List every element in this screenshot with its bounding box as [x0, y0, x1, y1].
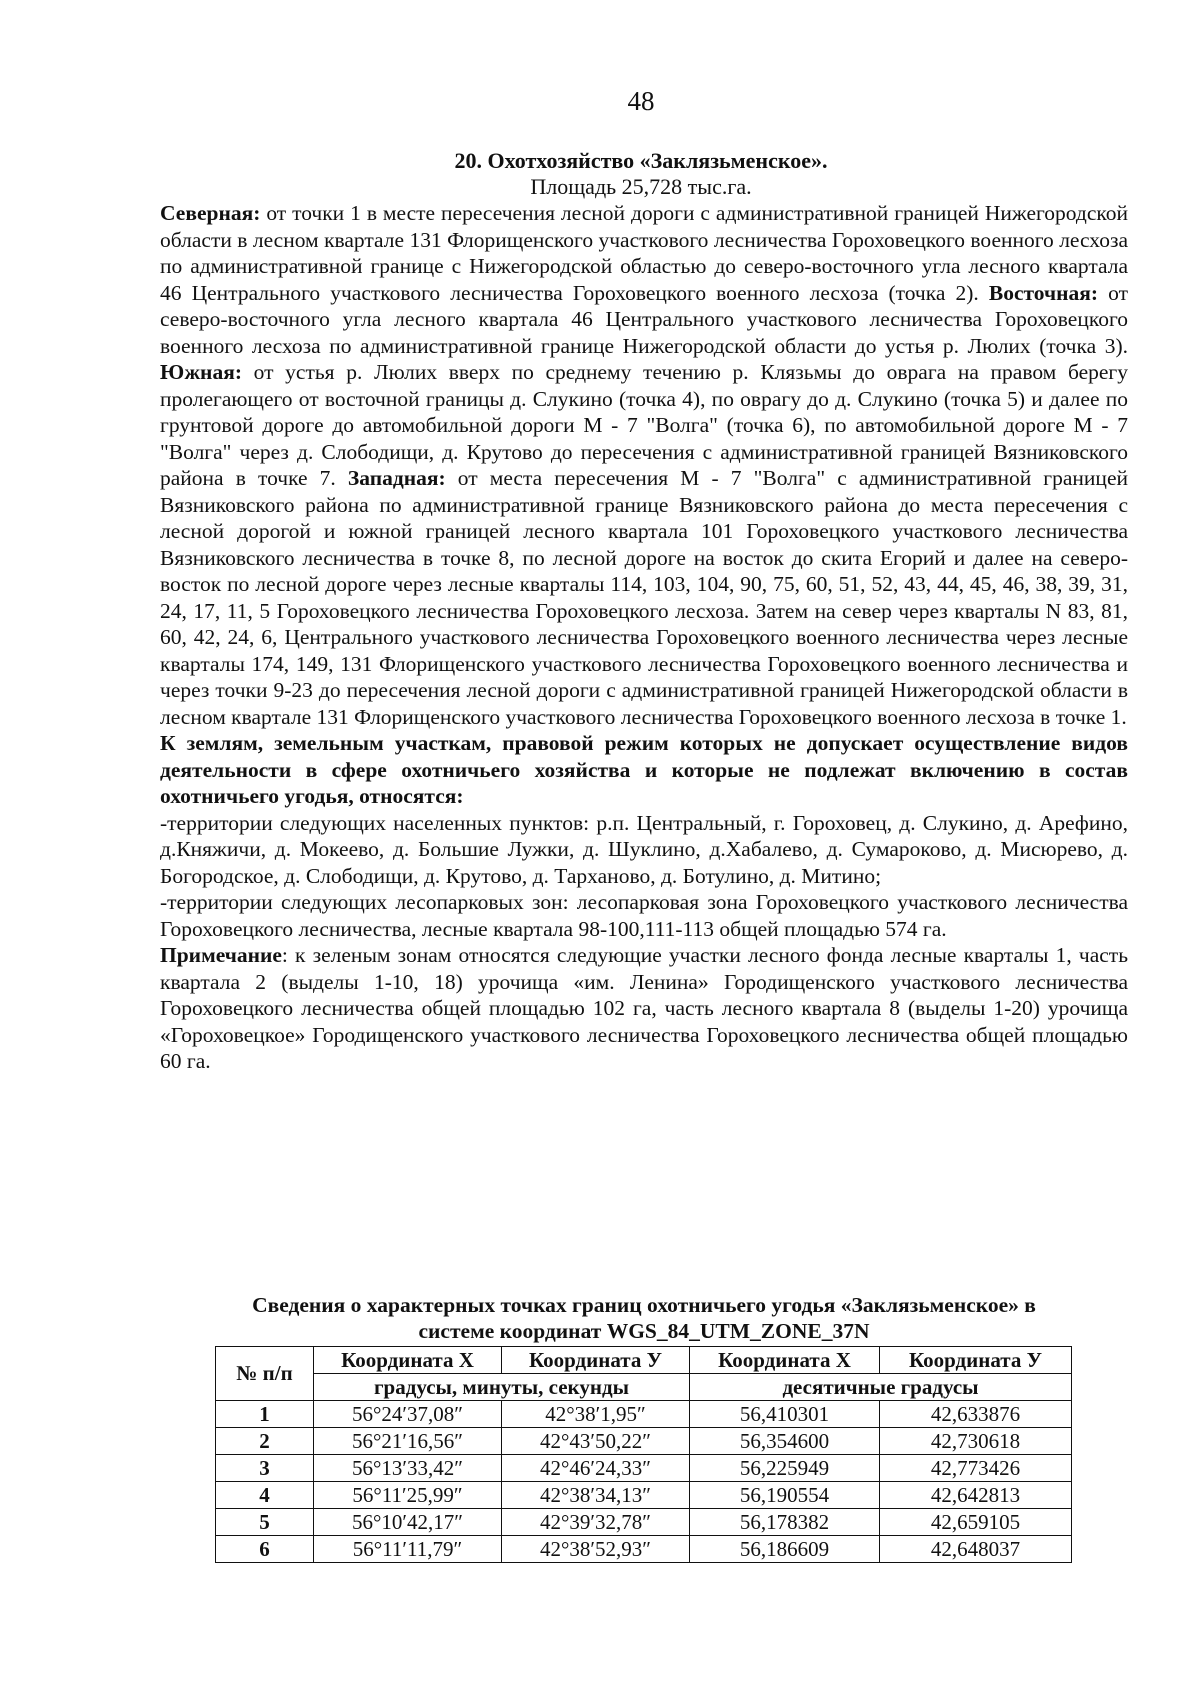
x-dms-cell: 56°13′33,42″: [314, 1455, 502, 1482]
unit-dms: градусы, минуты, секунды: [314, 1374, 690, 1401]
table-title-line2: системе координат WGS_84_UTM_ZONE_37N: [418, 1319, 870, 1343]
y-dms-cell: 42°43′50,22″: [502, 1428, 690, 1455]
y-dms-cell: 42°46′24,33″: [502, 1455, 690, 1482]
south-label: Южная:: [160, 360, 242, 384]
x-dms-cell: 56°24′37,08″: [314, 1401, 502, 1428]
x-dms-cell: 56°11′25,99″: [314, 1482, 502, 1509]
y-dec-cell: 42,633876: [880, 1401, 1072, 1428]
exclusion-settlements: -территории следующих населенных пунктов: р.п. Центральный, г. Гороховец, д. Слукино, д. Арефино, д.Княжичи, д. Мокеево, д. Большие Лужки, д. Шуклино, д.Хабалево, д. Сумароково, д. Мисюрево, д. Богородское, д. Слободищи, д. Крутово, д. Тарханово, д. Ботулино, д. Митино;: [160, 810, 1128, 888]
table-row: [216, 1536, 1072, 1563]
east-text: от северо-восточного угла лесного квартала 46 Центрального участкового лесничества Гороховецкого военного лесхоза по административной границе Нижегородской области до устья р. Люлих (точка 3).: [160, 280, 1128, 358]
x-dec-cell: 56,190554: [690, 1482, 880, 1509]
y-dec-cell: 42,648037: [880, 1536, 1072, 1563]
header-y-dms: Координата У: [502, 1347, 690, 1374]
table-header-row: [216, 1347, 1072, 1374]
row-num: 2: [216, 1428, 314, 1455]
y-dms-cell: 42°39′32,78″: [502, 1509, 690, 1536]
document-body: [160, 200, 1128, 1075]
south-text: от устья р. Люлих вверх по среднему течению р. Клязьмы до оврага на правом берегу пролегающего от восточной границы д. Слукино (точка 4), по оврагу до д. Слукино (точка 5) и далее по грунтовой дороге до автомобильной дороги М - 7 "Волга" (точка 6), по автомобильной дороге М - 7 "Волга" через д. Слободищи, д. Крутово до пересечения с административной границей Вязниковского района в точке 7.: [160, 360, 1128, 490]
x-dms-cell: 56°21′16,56″: [314, 1428, 502, 1455]
row-num: 6: [216, 1536, 314, 1563]
coordinates-table: [215, 1346, 1072, 1563]
section-title: 20. Охотхозяйство «Заклязьменское».: [454, 148, 828, 173]
north-label: Северная:: [160, 201, 261, 225]
table-title-line1: Сведения о характерных точках границ охотничьего угодья «Заклязьменское» в: [252, 1293, 1036, 1317]
row-num: 3: [216, 1455, 314, 1482]
west-label: Западная:: [347, 466, 446, 490]
y-dms-cell: 42°38′52,93″: [502, 1536, 690, 1563]
table-row: [216, 1509, 1072, 1536]
area-line: Площадь 25,728 тыс.га.: [530, 174, 752, 199]
x-dec-cell: 56,410301: [690, 1401, 880, 1428]
exclusions-heading: К землям, земельным участкам, правовой режим которых не допускает осуществление видов деятельности в сфере охотничьего хозяйства и которые не подлежат включению в состав охотничьего угодья, относятся:: [160, 731, 1128, 808]
y-dms-cell: 42°38′34,13″: [502, 1482, 690, 1509]
x-dec-cell: 56,354600: [690, 1428, 880, 1455]
header-y-dec: Координата У: [880, 1347, 1072, 1374]
y-dec-cell: 42,773426: [880, 1455, 1072, 1482]
row-num: 1: [216, 1401, 314, 1428]
row-num: 4: [216, 1482, 314, 1509]
table-title: [160, 1292, 1128, 1344]
x-dms-cell: 56°10′42,17″: [314, 1509, 502, 1536]
exclusion-parks: -территории следующих лесопарковых зон: лесопарковая зона Гороховецкого участкового лесничества Гороховецкого лесничества, лесные квартала 98-100,111-113 общей площадью 574 га.: [160, 890, 1128, 941]
x-dec-cell: 56,225949: [690, 1455, 880, 1482]
header-x-dms: Координата X: [314, 1347, 502, 1374]
y-dms-cell: 42°38′1,95″: [502, 1401, 690, 1428]
header-x-dec: Координата X: [690, 1347, 880, 1374]
y-dec-cell: 42,730618: [880, 1428, 1072, 1455]
west-text: от места пересечения М - 7 "Волга" с административной границей Вязниковского района по административной границе Вязниковского района до места пересечения с лесной дорогой и южной границей лесного квартала 101 Гороховецкого участкового лесничества Вязниковского лесничества в точке 8, по лесной дороге на восток до скита Егорий и далее на северо-восток по лесной дороге через лесные кварталы 114, 103, 104, 90, 75, 60, 51, 52, 43, 44, 45, 46, 38, 39, 31, 24, 17, 11, 5 Гороховецкого лесничества Гороховецкого лесхоза. Затем на север через кварталы N 83, 81, 60, 42, 24, 6, Центрального участкового лесничества Гороховецкого военного лесничества через лесные кварталы 174, 149, 131 Флорищенского участкового лесничества Гороховецкого военного лесничества и через точки 9-23 до пересечения лесной дороги с административной границей Нижегородской области в лесном квартале 131 Флорищенского участкового лесничества Гороховецкого военного лесхоза в точке 1.: [160, 466, 1128, 729]
table-row: [216, 1401, 1072, 1428]
page-number: 48: [627, 86, 655, 116]
table-row: [216, 1482, 1072, 1509]
boundary-description: [160, 200, 1128, 730]
north-text: от точки 1 в месте пересечения лесной дороги с административной границей Нижегородской области в лесном квартале 131 Флорищенского участкового лесничества Гороховецкого военного лесхоза по административной границе с Нижегородской областью до северо-восточного угла лесного квартала 46 Центрального участкового лесничества Гороховецкого военного лесхоза (точка 2).: [160, 201, 1128, 305]
y-dec-cell: 42,659105: [880, 1509, 1072, 1536]
table-row: [216, 1428, 1072, 1455]
note-paragraph: [160, 942, 1128, 1075]
unit-dec: десятичные градусы: [690, 1374, 1072, 1401]
x-dec-cell: 56,178382: [690, 1509, 880, 1536]
x-dec-cell: 56,186609: [690, 1536, 880, 1563]
x-dms-cell: 56°11′11,79″: [314, 1536, 502, 1563]
header-num: № п/п: [216, 1347, 314, 1401]
y-dec-cell: 42,642813: [880, 1482, 1072, 1509]
table-row: [216, 1455, 1072, 1482]
note-text: : к зеленым зонам относятся следующие участки лесного фонда лесные кварталы 1, часть квартала 2 (выделы 1-10, 18) урочища «им. Ленина» Городищенского участкового лесничества Гороховецкого лесничества общей площадью 102 га, часть лесного квартала 8 (выделы 1-20) урочища «Гороховецкое» Городищенского участкового лесничества Гороховецкого лесничества общей площадью 60 га.: [160, 943, 1128, 1073]
east-label: Восточная:: [988, 280, 1099, 305]
note-label: Примечание: [160, 943, 282, 967]
row-num: 5: [216, 1509, 314, 1536]
table-unit-row: [216, 1374, 1072, 1401]
